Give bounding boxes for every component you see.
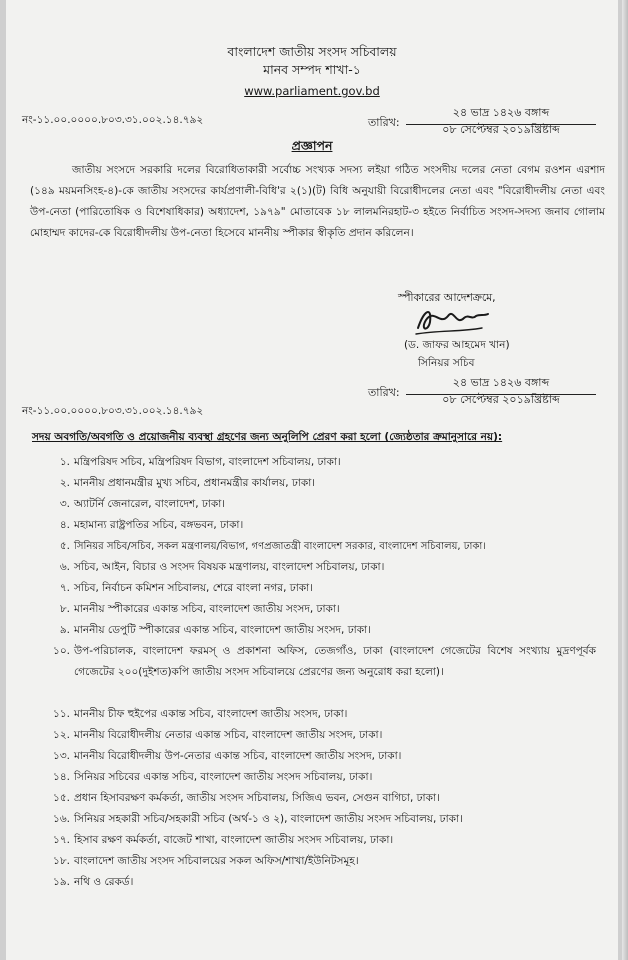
signatory-name: (ড. জাফর আহমেদ খান) [404, 339, 510, 351]
signatory-title: সিনিয়র সচিব [418, 357, 475, 369]
list-item-number: ১৫. [53, 792, 70, 804]
list-item-number: ১১. [53, 708, 70, 720]
list-item-text: সিনিয়র সচিবের একান্ত সচিব, বাংলাদেশ জাতীয় সংসদ সচিবালয়, ঢাকা। [74, 771, 373, 783]
date-english: ০৮ সেপ্টেম্বর ২০১৯খ্রিষ্টাব্দ [442, 123, 560, 136]
list-item-text: মন্ত্রিপরিষদ সচিব, মন্ত্রিপরিষদ বিভাগ, বাংলাদেশ সচিবালয়, ঢাকা। [74, 456, 341, 468]
signature-icon [410, 300, 500, 338]
list-item-number: ৪. [59, 519, 70, 531]
list-item-text: সিনিয়র সহকারী সচিব/সহকারী সচিব (অর্থ-১ ও ২), বাংলাদেশ জাতীয় সংসদ সচিবালয়, ঢাকা। [74, 813, 463, 825]
date-label: তারিখ: [368, 116, 400, 129]
date-block-2 [368, 374, 608, 404]
document-page [6, 0, 618, 960]
memo-number-2: নং-১১.০০.০০০০.৮০৩.৩১.০০২.১৪.৭৯২ [22, 405, 204, 417]
list-item-number: ১৯. [53, 876, 70, 888]
list-item-number: ৬. [59, 561, 70, 573]
list-item-text: সচিব, নির্বাচন কমিশন সচিবালয়, শেরে বাংলা নগর, ঢাকা। [74, 582, 313, 594]
date-bangla: ২৪ ভাদ্র ১৪২৬ বঙ্গাব্দ [406, 104, 596, 125]
list-item-number: ৮. [59, 603, 70, 615]
list-item-number: ১. [59, 456, 70, 468]
list-item-number: ৩. [59, 498, 70, 510]
list-item-number: ৯. [59, 624, 70, 636]
memo-number: নং-১১.০০.০০০০.৮০৩.৩১.০০২.১৪.৭৯২ [22, 114, 204, 126]
list-item-text: বাংলাদেশ জাতীয় সংসদ সচিবালয়ের সকল অফিস/শাখা/ইউনিটসমূহ। [74, 855, 359, 867]
list-item-text: মাননীয় ডেপুটি স্পীকারের একান্ত সচিব, বাংলাদেশ জাতীয় সংসদ, ঢাকা। [74, 624, 371, 636]
list-item-number: ১৮. [53, 855, 70, 867]
list-item-text: সিনিয়র সচিব/সচিব, সকল মন্ত্রণালয়/বিভাগ, গণপ্রজাতন্ত্রী বাংলাদেশ সরকার, বাংলাদেশ সচিবালয়, ঢাকা। [74, 541, 486, 552]
page-title: প্রজ্ঞাপন [291, 138, 333, 153]
date-bangla-2: ২৪ ভাদ্র ১৪২৬ বঙ্গাব্দ [406, 374, 596, 395]
website-url: www.parliament.gov.bd [244, 84, 380, 98]
list-item-text: হিসাব রক্ষণ কর্মকর্তা, বাজেট শাখা, বাংলাদেশ জাতীয় সংসদ সচিবালয়, ঢাকা। [74, 834, 394, 846]
date-label-2: তারিখ: [368, 386, 400, 399]
list-item-text: মাননীয় চীফ হুইপের একান্ত সচিব, বাংলাদেশ জাতীয় সংসদ, ঢাকা। [74, 708, 348, 720]
list-item-number: ১৪. [53, 771, 70, 783]
list-item-number: ১২. [53, 729, 70, 741]
list-item-number: ২. [59, 477, 70, 489]
branch-name: মানব সম্পদ শাখা-১ [263, 62, 361, 77]
list-item-text: মাননীয় বিরোধীদলীয় উপ-নেতার একান্ত সচিব, বাংলাদেশ জাতীয় সংসদ, ঢাকা। [74, 750, 402, 762]
list-item-text: উপ-পরিচালক, বাংলাদেশ ফরমস্ ও প্রকাশনা অফিস, তেজগাঁও, ঢাকা (বাংলাদেশ গেজেটের বিশেষ সংখ্যায় মুদ্রণপূর্বক গেজেটের ২০০(দুইশত)কপি জাতীয় সংসদ সচিবালয়ে প্রেরণের জন্য অনুরোধ করা হলো)। [74, 645, 596, 678]
list-item-text: মহামান্য রাষ্ট্রপতির সচিব, বঙ্গভবন, ঢাকা। [74, 519, 244, 531]
list-item-number: ১৬. [53, 813, 70, 825]
date-block [368, 104, 608, 134]
order-line: স্পীকারের আদেশক্রমে, [398, 291, 496, 304]
list-item-text: নথি ও রেকর্ড। [74, 876, 134, 888]
list-item-text: সচিব, আইন, বিচার ও সংসদ বিষয়ক মন্ত্রণালয়, বাংলাদেশ সচিবালয়, ঢাকা। [74, 561, 385, 573]
list-item-text: অ্যাটর্নি জেনারেল, বাংলাদেশ, ঢাকা। [74, 498, 226, 510]
date-english-2: ০৮ সেপ্টেম্বর ২০১৯খ্রিষ্টাব্দ [442, 393, 560, 406]
list-item-number: ৭. [59, 582, 70, 594]
list-item-number: ৫. [59, 540, 70, 552]
distribution-heading: সদয় অবগতি/অবগতি ও প্রয়োজনীয় ব্যবস্থা গ্রহণের জন্য অনুলিপি প্রেরণ করা হলো (জ্যেষ্ঠতার ক্রমানুসারে নয়): [32, 431, 503, 443]
notification-body: জাতীয় সংসদে সরকারি দলের বিরোধিতাকারী সর্বোচ্চ সংখ্যক সদস্য লইয়া গঠিত সংসদীয় দলের নেতা বেগম রওশন এরশাদ (১৪৯ ময়মনসিংহ-৪)-কে জাতীয় সংসদের কার্যপ্রণালী-বিধি'র ২(১)(ট) বিধি অনুযায়ী বিরোধীদলের নেতা এবং "বিরোধীদলীয় নেতা এবং উপ-নেতা (পারিতোষিক ও বিশেষাধিকার) অধ্যাদেশ, ১৯৭৯" মোতাবেক ১৮ লালমনিরহাট-৩ হইতে নির্বাচিত সংসদ-সদস্য জনাব গোলাম মোহাম্মদ কাদের-কে বিরোধীদলীয় উপ-নেতা হিসেবে মাননীয় স্পীকার স্বীকৃতি প্রদান করিলেন। [30, 164, 605, 239]
list-item-number: ১৩. [53, 750, 70, 762]
list-item-text: মাননীয় স্পীকারের একান্ত সচিব, বাংলাদেশ জাতীয় সংসদ, ঢাকা। [74, 603, 340, 615]
list-item-text: প্রধান হিসাবরক্ষণ কর্মকর্তা, জাতীয় সংসদ সচিবালয়, সিজিএ ভবন, সেগুন বাগিচা, ঢাকা। [74, 792, 440, 804]
list-item-number: ১০. [53, 645, 70, 657]
list-item-number: ১৭. [53, 834, 70, 846]
page-edge [622, 0, 628, 960]
list-item-text: মাননীয় বিরোধীদলীয় নেতার একান্ত সচিব, বাংলাদেশ জাতীয় সংসদ, ঢাকা। [74, 729, 383, 741]
secretariat-name: বাংলাদেশ জাতীয় সংসদ সচিবালয় [227, 44, 397, 59]
list-item-text: মাননীয় প্রধানমন্ত্রীর মুখ্য সচিব, প্রধানমন্ত্রীর কার্যালয়, ঢাকা। [74, 477, 316, 489]
